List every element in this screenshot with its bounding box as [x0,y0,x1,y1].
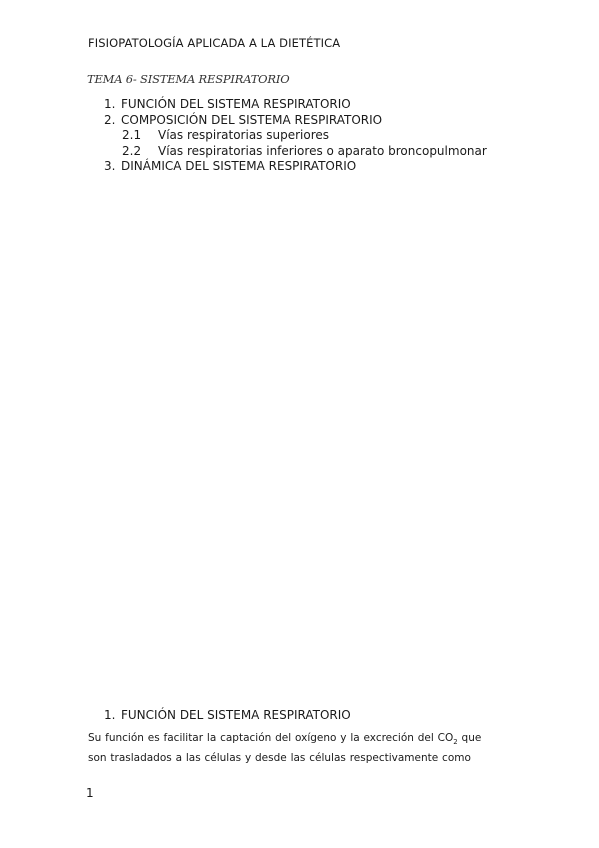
paragraph-text-tail: que [457,732,482,744]
toc-item-label: FUNCIÓN DEL SISTEMA RESPIRATORIO [121,97,351,111]
toc-item-number: 2. [104,112,116,127]
toc-subitem-2-2 [104,144,487,160]
paragraph-text: Su función es facilitar la captación del oxígeno y la excreción del CO [88,732,454,744]
toc-item-1 [104,97,487,113]
body-paragraph [88,731,528,766]
toc-item-3 [104,159,487,175]
toc-item-label: DINÁMICA DEL SISTEMA RESPIRATORIO [121,159,357,173]
toc-item-number: 3. [104,159,116,173]
topic-title: TEMA 6- SISTEMA RESPIRATORIO [87,72,290,86]
table-of-contents [104,97,487,175]
section-number: 1. [104,708,116,722]
toc-subitem-number: 2.2 [122,143,142,158]
toc-subitem-number: 2.1 [122,128,142,142]
running-header: FISIOPATOLOGÍA APLICADA A LA DIETÉTICA [88,36,341,50]
toc-subitem-label: Vías respiratorias superiores [158,128,330,142]
subscript-2: 2 [453,738,458,747]
section-title: FUNCIÓN DEL SISTEMA RESPIRATORIO [121,708,351,722]
paragraph-line-2: son trasladados a las células y desde las células respectivamente como [88,751,471,764]
toc-item-label: COMPOSICIÓN DEL SISTEMA RESPIRATORIO [121,112,383,127]
paragraph-line-1 [88,731,528,751]
page-number: 1 [86,786,94,800]
toc-item-2 [104,113,487,129]
toc-item-number: 1. [104,97,116,111]
toc-subitem-2-1 [104,128,487,144]
section-heading [104,708,351,722]
toc-subitem-label: Vías respiratorias inferiores o aparato broncopulmonar [158,143,487,158]
